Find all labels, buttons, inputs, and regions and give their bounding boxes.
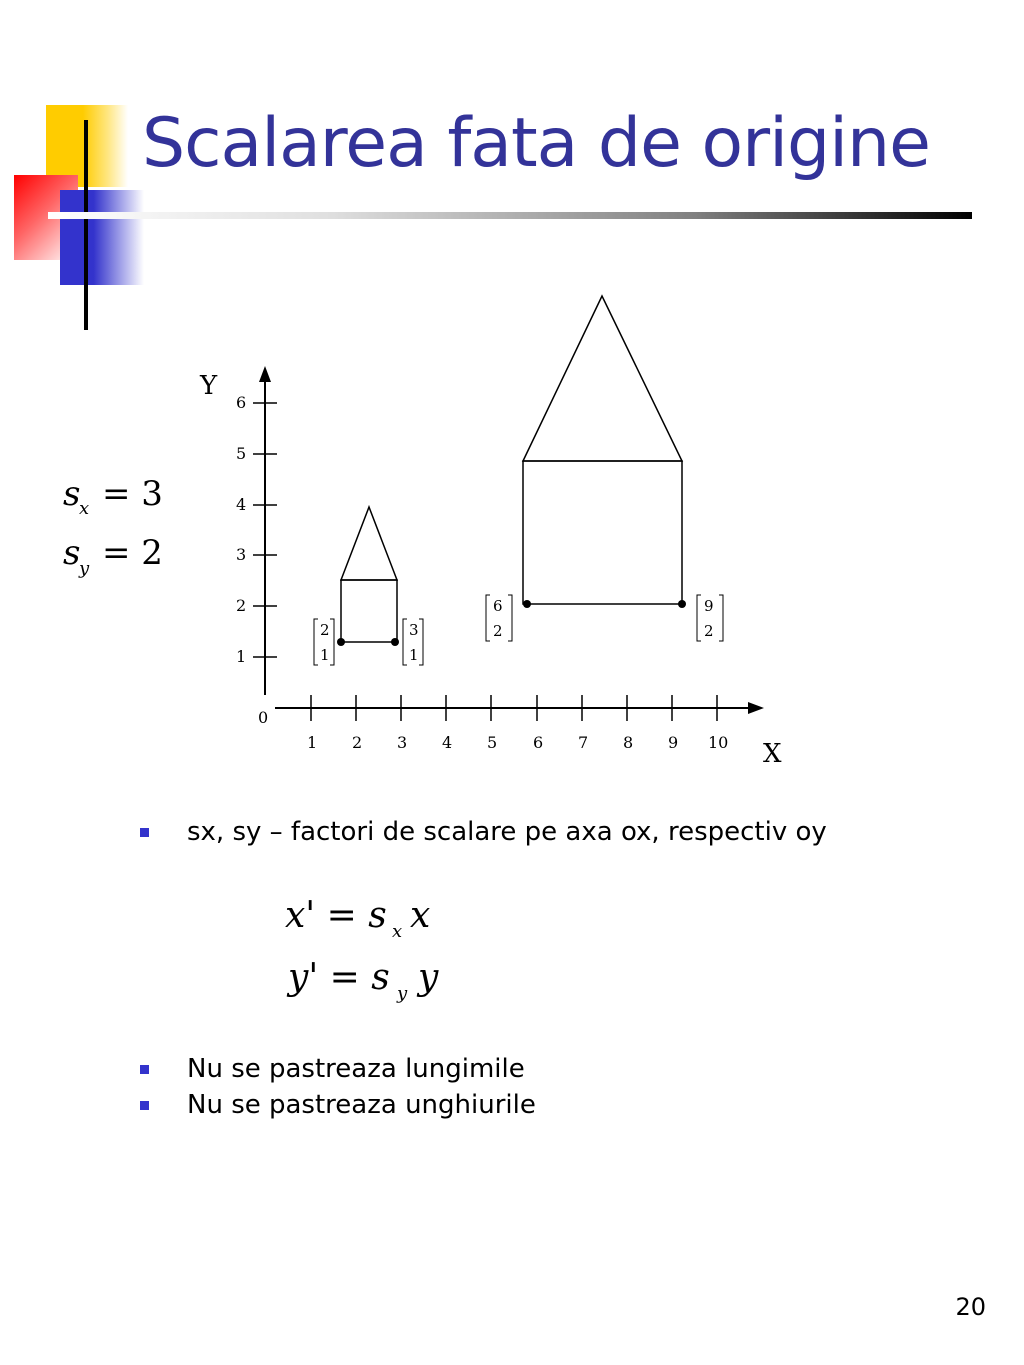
sy-value: = 2 <box>102 533 163 573</box>
x-tick-label: 9 <box>668 733 679 752</box>
x-tick-label: 6 <box>533 733 544 752</box>
x-tick-label: 8 <box>623 733 634 752</box>
small-right-point <box>391 638 399 646</box>
bullet-text: Nu se pastreaza lungimile <box>187 1054 525 1084</box>
sy-symbol: s <box>63 533 81 573</box>
svg-text:1: 1 <box>409 646 419 664</box>
y-tick-label: 4 <box>236 495 247 514</box>
x-tick-label: 1 <box>307 733 318 752</box>
small-left-vector <box>314 619 334 665</box>
y-tick-label: 1 <box>236 647 247 666</box>
x-ticks <box>307 695 728 752</box>
bullet-text: sx, sy – factori de scalare pe axa ox, respectiv oy <box>187 817 827 847</box>
sx-symbol: s <box>63 474 81 514</box>
bullet-list-1 <box>140 814 827 850</box>
list-item <box>140 814 827 850</box>
small-right-vector <box>403 619 423 665</box>
formula-y-lhs: y' = s <box>288 957 390 998</box>
big-right-point <box>678 600 686 608</box>
svg-text:3: 3 <box>409 621 419 639</box>
y-tick-label: 3 <box>236 545 247 564</box>
formula-y-rhs: y <box>418 957 439 998</box>
big-right-vector <box>697 595 723 641</box>
y-ticks <box>236 393 277 666</box>
small-house-roof <box>341 507 397 580</box>
formula-x-rhs: x <box>410 895 431 936</box>
big-left-point <box>523 600 531 608</box>
formula-x-lhs: x' = s <box>285 895 387 936</box>
origin-label: 0 <box>258 708 269 727</box>
sx-subscript: x <box>79 498 90 519</box>
bullet-list-2 <box>140 1051 536 1123</box>
bullet-text: Nu se pastreaza unghiurile <box>187 1090 536 1120</box>
svg-text:2: 2 <box>493 622 503 640</box>
svg-text:1: 1 <box>320 646 330 664</box>
small-left-point <box>337 638 345 646</box>
bullet-square-icon <box>140 828 149 837</box>
sx-value: = 3 <box>102 474 163 514</box>
bullet-square-icon <box>140 1101 149 1110</box>
list-item <box>140 1051 536 1087</box>
page-number: 20 <box>955 1293 986 1321</box>
big-left-vector <box>486 595 512 641</box>
y-tick-label: 5 <box>236 444 247 463</box>
x-tick-label: 7 <box>578 733 589 752</box>
bullet-square-icon <box>140 1065 149 1074</box>
y-axis-label: Y <box>200 371 218 401</box>
small-house-body <box>341 580 397 642</box>
svg-text:2: 2 <box>704 622 714 640</box>
formula-x-sub: x <box>392 921 403 942</box>
slide-title: Scalarea fata de origine <box>142 104 930 183</box>
x-axis-label: X <box>763 739 782 769</box>
x-axis-arrow <box>748 702 764 714</box>
x-tick-label: 4 <box>442 733 453 752</box>
y-axis-arrow <box>259 366 271 382</box>
scaling-formulas <box>280 885 480 1010</box>
x-tick-label: 3 <box>397 733 408 752</box>
svg-text:9: 9 <box>704 597 714 615</box>
big-house-body <box>523 461 682 604</box>
list-item <box>140 1087 536 1123</box>
x-tick-label: 10 <box>708 733 729 752</box>
big-house-roof <box>523 296 682 461</box>
sy-subscript: y <box>79 558 90 579</box>
y-tick-label: 2 <box>236 596 247 615</box>
x-tick-label: 2 <box>352 733 363 752</box>
x-tick-label: 5 <box>487 733 498 752</box>
formula-y-sub: y <box>397 983 408 1004</box>
svg-text:2: 2 <box>320 621 330 639</box>
svg-text:6: 6 <box>493 597 503 615</box>
y-tick-label: 6 <box>236 393 247 412</box>
